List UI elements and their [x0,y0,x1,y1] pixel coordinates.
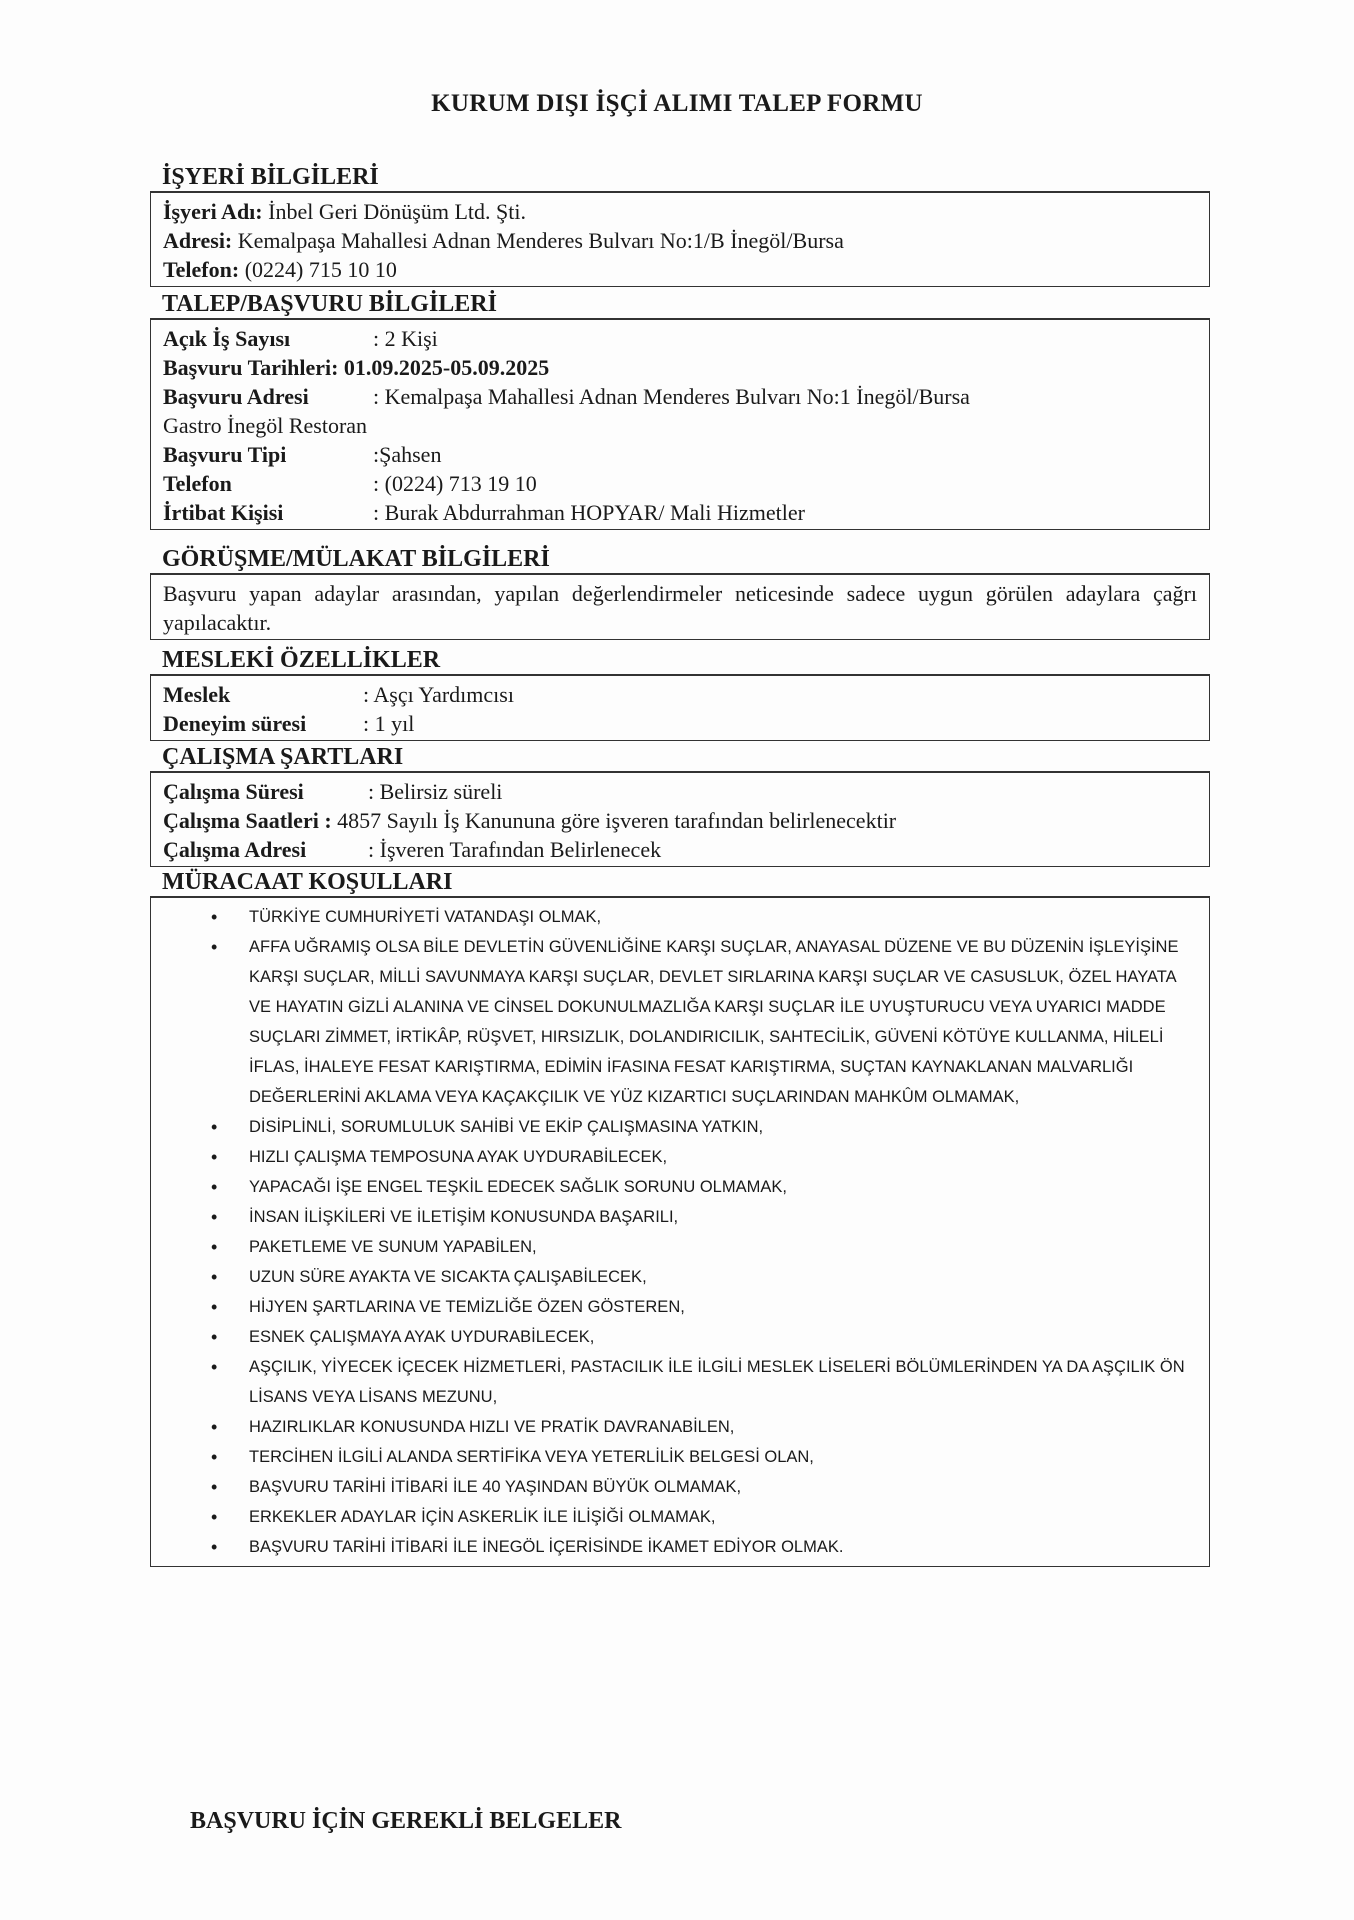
section-heading: ÇALIŞMA ŞARTLARI [162,744,404,770]
footer-heading: BAŞVURU İÇİN GEREKLİ BELGELER [190,1808,622,1834]
field-value: : Aşçı Yardımcısı [363,682,514,707]
condition-item: • İNSAN İLİŞKİLERİ VE İLETİŞİM KONUSUNDA BAŞARILI, [211,1202,1197,1232]
field-deneyim [163,709,1197,738]
section-calisma [150,743,1210,867]
field-value: Kemalpaşa Mahallesi Adnan Menderes Bulvarı No:1/B İnegöl/Bursa [232,228,844,253]
field-label: Adresi: [163,228,233,253]
conditions-list [151,898,1197,1566]
field-value: : (0224) 713 19 10 [373,471,537,496]
field-telefon [163,255,1197,284]
condition-item: • AŞÇILIK, YİYECEK İÇECEK HİZMETLERİ, PASTACILIK İLE İLGİLİ MESLEK LİSELERİ BÖLÜMLERİNDEN YA DA AŞÇILIK ÖN LİSANS VEYA LİSANS MEZUNU, [211,1352,1197,1412]
field-value: İnbel Geri Dönüşüm Ltd. Şti. [262,199,526,224]
field-value: : 1 yıl [363,711,415,736]
field-value: : Kemalpaşa Mahallesi Adnan Menderes Bulvarı No:1 İnegöl/Bursa [373,384,970,409]
field-label: İrtibat Kişisi [163,500,284,525]
condition-item: • BAŞVURU TARİHİ İTİBARİ İLE 40 YAŞINDAN BÜYÜK OLMAMAK, [211,1472,1197,1502]
field-basvuru-tipi [163,440,1197,469]
gorusme-text: Başvuru yapan adaylar arasından, yapılan değerlendirmeler neticesinde sadece uygun görülen adaylara çağrı yapılacaktır. [150,573,1210,640]
field-value: (0224) 715 10 10 [239,257,397,282]
section-talep [150,290,1210,530]
field-calisma-adresi [163,835,1197,864]
condition-item: • HIZLI ÇALIŞMA TEMPOSUNA AYAK UYDURABİLECEK, [211,1142,1197,1172]
condition-item: • AFFA UĞRAMIŞ OLSA BİLE DEVLETİN GÜVENLİĞİNE KARŞI SUÇLAR, ANAYASAL DÜZENE VE BU DÜZENİN İŞLEYİŞİNE KARŞI SUÇLAR, MİLLİ SAVUNMAYA KARŞI SUÇLAR, DEVLET SIRLARINA KARŞI SUÇLAR VE CASUSLUK, ÖZEL HAYATA VE HAYATIN GİZLİ ALANINA VE CİNSEL DOKUNULMAZLIĞA KARŞI SUÇLAR İLE UYUŞTURUCU VEYA UYARICI MADDE SUÇLARI ZİMMET, İRTİKÂP, RÜŞVET, HIRSIZLIK, DOLANDIRICILIK, SAHTECİLİK, GÜVENİ KÖTÜYE KULLANMA, HİLELİ İFLAS, İHALEYE FESAT KARIŞTIRMA, EDİMİN İFASINA FESAT KARIŞTIRMA, SUÇTAN KAYNAKLANAN MALVARLIĞI DEĞERLERİNİ AKLAMA VEYA KAÇAKÇILIK VE YÜZ KIZARTICI SUÇLARINDAN MAHKÛM OLMAMAK, [211,932,1197,1112]
form-title: KURUM DIŞI İŞÇİ ALIMI TALEP FORMU [431,90,923,117]
field-value: : Belirsiz süreli [368,779,503,804]
field-label: İşyeri Adı: [163,199,263,224]
field-label: Çalışma Süresi [163,779,304,804]
field-label: Çalışma Adresi [163,837,307,862]
field-label: Meslek [163,682,231,707]
field-label: Deneyim süresi [163,711,307,736]
field-label: Çalışma Saatleri : [163,808,332,833]
field-value: : 2 Kişi [373,326,438,351]
talep-box [150,318,1210,530]
address-continuation: Gastro İnegöl Restoran [163,413,368,438]
field-value: :Şahsen [373,442,442,467]
section-heading: MÜRACAAT KOŞULLARI [162,869,453,895]
section-mesleki [150,646,1210,741]
condition-item: • TERCİHEN İLGİLİ ALANDA SERTİFİKA VEYA YETERLİLİK BELGESİ OLAN, [211,1442,1197,1472]
condition-item: • YAPACAĞI İŞE ENGEL TEŞKİL EDECEK SAĞLIK SORUNU OLMAMAK, [211,1172,1197,1202]
condition-item: • PAKETLEME VE SUNUM YAPABİLEN, [211,1232,1197,1262]
field-irtibat-kisisi [163,498,1197,527]
field-calisma-saatleri [163,806,1197,835]
field-adres [163,226,1197,255]
field-value: 01.09.2025-05.09.2025 [338,355,550,380]
field-telefon [163,469,1197,498]
field-label: Açık İş Sayısı [163,326,291,351]
condition-item: • HAZIRLIKLAR KONUSUNDA HIZLI VE PRATİK DAVRANABİLEN, [211,1412,1197,1442]
section-heading: GÖRÜŞME/MÜLAKAT BİLGİLERİ [162,546,550,572]
field-label: Başvuru Adresi [163,384,309,409]
condition-item: • HİJYEN ŞARTLARINA VE TEMİZLİĞE ÖZEN GÖSTEREN, [211,1292,1197,1322]
field-basvuru-tarihleri [163,353,1197,382]
condition-item: • TÜRKİYE CUMHURİYETİ VATANDAŞI OLMAK, [211,902,1197,932]
field-acik-is-sayisi [163,324,1197,353]
field-meslek [163,680,1197,709]
field-label: Başvuru Tarihleri: [163,355,339,380]
section-heading: İŞYERİ BİLGİLERİ [162,164,379,190]
calisma-box [150,771,1210,867]
muracaat-box [150,896,1210,1567]
field-value: : İşveren Tarafından Belirlenecek [368,837,662,862]
field-label: Başvuru Tipi [163,442,287,467]
section-heading: MESLEKİ ÖZELLİKLER [162,647,441,673]
field-basvuru-adresi [163,382,1197,411]
field-isyeri-adi [163,197,1197,226]
condition-item: • DİSİPLİNLİ, SORUMLULUK SAHİBİ VE EKİP ÇALIŞMASINA YATKIN, [211,1112,1197,1142]
condition-item: • UZUN SÜRE AYAKTA VE SICAKTA ÇALIŞABİLECEK, [211,1262,1197,1292]
field-label: Telefon: [163,257,240,282]
field-calisma-suresi [163,777,1197,806]
section-isyeri [150,163,1210,287]
condition-item: • BAŞVURU TARİHİ İTİBARİ İLE İNEGÖL İÇERİSİNDE İKAMET EDİYOR OLMAK. [211,1532,1197,1562]
mesleki-box [150,674,1210,741]
section-muracaat [150,868,1210,1567]
field-value: 4857 Sayılı İş Kanununa göre işveren tarafından belirlenecektir [331,808,897,833]
field-value: : Burak Abdurrahman HOPYAR/ Mali Hizmetler [373,500,805,525]
condition-item: • ERKEKLER ADAYLAR İÇİN ASKERLİK İLE İLİŞİĞİ OLMAMAK, [211,1502,1197,1532]
field-label: Telefon [163,471,232,496]
isyeri-box [150,191,1210,287]
section-heading: TALEP/BAŞVURU BİLGİLERİ [162,291,497,317]
section-gorusme [150,545,1210,640]
condition-item: • ESNEK ÇALIŞMAYA AYAK UYDURABİLECEK, [211,1322,1197,1352]
